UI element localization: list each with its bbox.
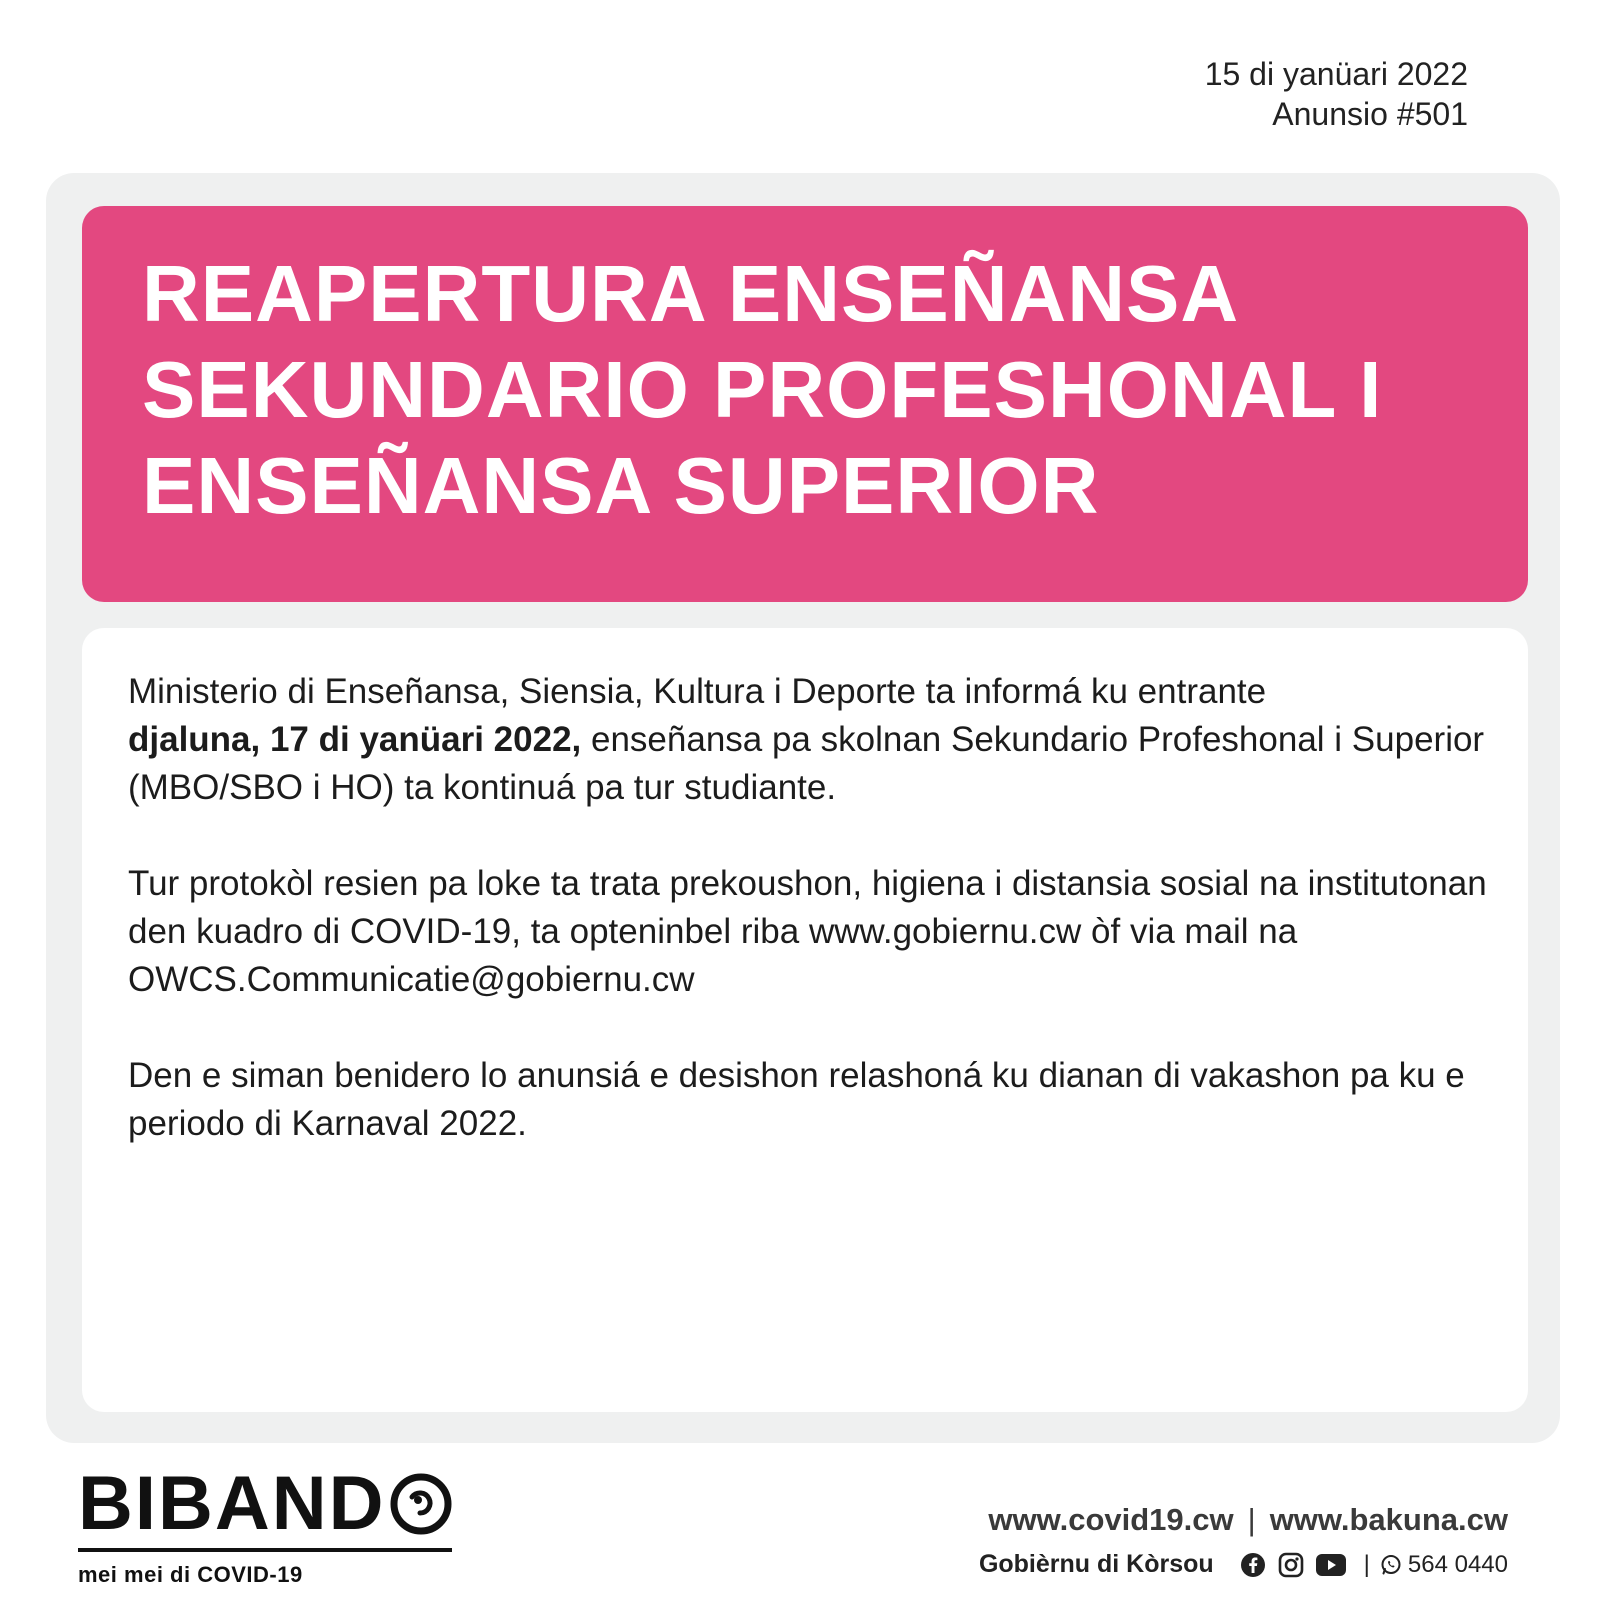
website-covid19-link[interactable]: www.covid19.cw bbox=[988, 1502, 1234, 1537]
footer-contact bbox=[979, 1502, 1508, 1579]
whatsapp-icon[interactable] bbox=[1380, 1554, 1402, 1576]
footer-social-row bbox=[979, 1550, 1508, 1579]
announcement-body bbox=[82, 628, 1528, 1412]
logo-tagline: mei mei di COVID-19 bbox=[78, 1562, 303, 1587]
headline-banner bbox=[82, 206, 1528, 602]
logo-o-mark-icon bbox=[390, 1473, 452, 1535]
footer-separator: | bbox=[1247, 1502, 1256, 1537]
announcement-meta bbox=[1205, 54, 1468, 134]
phone-number: 564 0440 bbox=[1407, 1550, 1508, 1578]
footer-websites bbox=[979, 1502, 1508, 1538]
website-bakuna-link[interactable]: www.bakuna.cw bbox=[1269, 1502, 1508, 1537]
logo-underline bbox=[78, 1548, 452, 1552]
paragraph-1-end: enseñansa pa skolnan Sekundario Profeshonal i Superior (MBO/SBO i HO) ta kontinuá pa tur studiante. bbox=[128, 720, 1485, 807]
headline: REAPERTURA ENSEÑANSA SEKUNDARIO PROFESHONAL I ENSEÑANSA SUPERIOR bbox=[142, 249, 1383, 530]
bibando-logo bbox=[78, 1461, 452, 1588]
announcement-date: 15 di yanüari 2022 bbox=[1204, 56, 1468, 92]
youtube-icon[interactable] bbox=[1316, 1554, 1346, 1576]
paragraph-2: Tur protokòl resien pa loke ta trata prekoushon, higiena i distansia sosial na institutonan den kuadro di COVID-19, ta opteninbel riba www.gobiernu.cw òf via mail na OWCS.Communicatie@gobiernu.cw bbox=[128, 864, 1487, 999]
paragraph-1-date: djaluna, 17 di yanüari 2022, bbox=[128, 720, 582, 759]
footer-divider: | bbox=[1363, 1550, 1370, 1578]
paragraph-1 bbox=[128, 668, 1488, 812]
paragraph-1-start: Ministerio di Enseñansa, Siensia, Kultura i Deporte ta informá ku entrante bbox=[128, 672, 1267, 711]
paragraph-3: Den e siman benidero lo anunsiá e desishon relashoná ku dianan di vakashon pa ku e periodo di Karnaval 2022. bbox=[128, 1056, 1465, 1143]
facebook-icon[interactable] bbox=[1240, 1552, 1266, 1578]
announcement-number: Anunsio #501 bbox=[1272, 96, 1468, 132]
government-name: Gobièrnu di Kòrsou bbox=[978, 1550, 1214, 1578]
instagram-icon[interactable] bbox=[1278, 1552, 1304, 1578]
logo-wordmark bbox=[78, 1461, 452, 1546]
logo-wordmark-text: BIBAND bbox=[78, 1461, 386, 1546]
